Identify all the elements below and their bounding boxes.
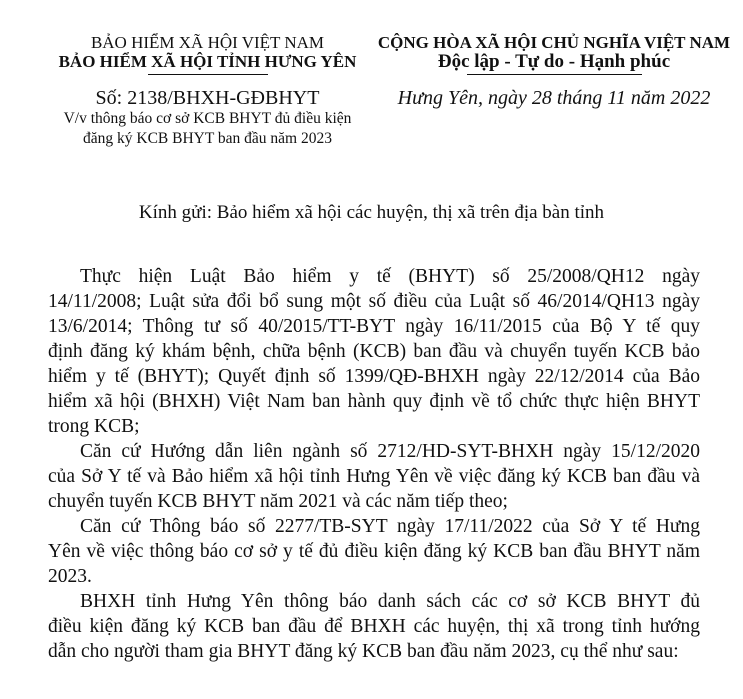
country-name: CỘNG HÒA XÃ HỘI CHỦ NGHĨA VIỆT NAM	[377, 33, 731, 52]
text-line: hiểm xã hội (BHXH) Việt Nam ban hành quy định về tổ chức thực hiện BHYT	[48, 391, 700, 412]
text-line: chuyển tuyến KCB BHYT năm 2021 và các năm tiếp theo;	[48, 491, 508, 512]
text-line: trong KCB;	[48, 416, 140, 437]
paragraph	[48, 589, 700, 664]
subject-line: V/v thông báo cơ sở KCB BHYT đủ điều kiện	[63, 110, 352, 127]
divider	[467, 74, 642, 75]
national-header	[365, 33, 743, 109]
text-line: 14/11/2008; Luật sửa đổi bổ sung một số điều của Luật số 46/2014/QH13 ngày	[48, 291, 700, 312]
issuer-block	[40, 33, 375, 149]
text-line: định đăng ký khám bệnh, chữa bệnh (KCB) ban đầu và chuyển tuyến KCB bảo	[48, 341, 700, 362]
text-line: Yên về việc thông báo cơ sở y tế đủ điều kiện đăng ký KCB ban đầu BHYT năm	[48, 541, 700, 562]
text-line: dẫn cho người tham gia BHYT đăng ký KCB ban đầu năm 2023, cụ thể như sau:	[48, 641, 679, 662]
recipient: Kính gửi: Bảo hiểm xã hội các huyện, thị xã trên địa bàn tỉnh	[138, 202, 605, 223]
text-line: hiểm y tế (BHYT); Quyết định số 1399/QĐ-BHXH ngày 22/12/2014 của Bảo	[48, 366, 700, 387]
text-line: BHXH tỉnh Hưng Yên thông báo danh sách các cơ sở KCB BHYT đủ	[80, 591, 700, 612]
text-line: 2023.	[48, 566, 92, 587]
text-line: điều kiện đăng ký KCB ban đầu để BHXH các huyện, thị xã trong tỉnh hướng	[48, 616, 700, 637]
paragraph	[48, 514, 700, 589]
document-number: Số: 2138/BHXH-GĐBHYT	[95, 87, 320, 109]
issuing-agency: BẢO HIỂM XÃ HỘI TỈNH HƯNG YÊN	[58, 52, 357, 71]
text-line: Thực hiện Luật Bảo hiểm y tế (BHYT) số 25/2008/QH12 ngày	[80, 266, 700, 287]
text-line: của Sở Y tế và Bảo hiểm xã hội tỉnh Hưng Yên về việc đăng ký KCB ban đầu và	[48, 466, 700, 487]
subject-line: đăng ký KCB BHYT ban đầu năm 2023	[83, 130, 332, 147]
motto: Độc lập - Tự do - Hạnh phúc	[437, 51, 671, 72]
text-line: 13/6/2014; Thông tư số 40/2015/TT-BYT ngày 16/11/2015 của Bộ Y tế quy	[48, 316, 700, 337]
divider	[148, 74, 268, 75]
text-line: Căn cứ Thông báo số 2277/TB-SYT ngày 17/11/2022 của Sở Y tế Hưng	[80, 516, 700, 537]
paragraph	[48, 439, 700, 514]
paragraph	[48, 264, 700, 439]
document-date: Hưng Yên, ngày 28 tháng 11 năm 2022	[397, 87, 711, 109]
document-body	[48, 264, 700, 664]
text-line: Căn cứ Hướng dẫn liên ngành số 2712/HD-SYT-BHXH ngày 15/12/2020	[80, 441, 700, 462]
parent-agency: BẢO HIỂM XÃ HỘI VIỆT NAM	[90, 33, 325, 52]
